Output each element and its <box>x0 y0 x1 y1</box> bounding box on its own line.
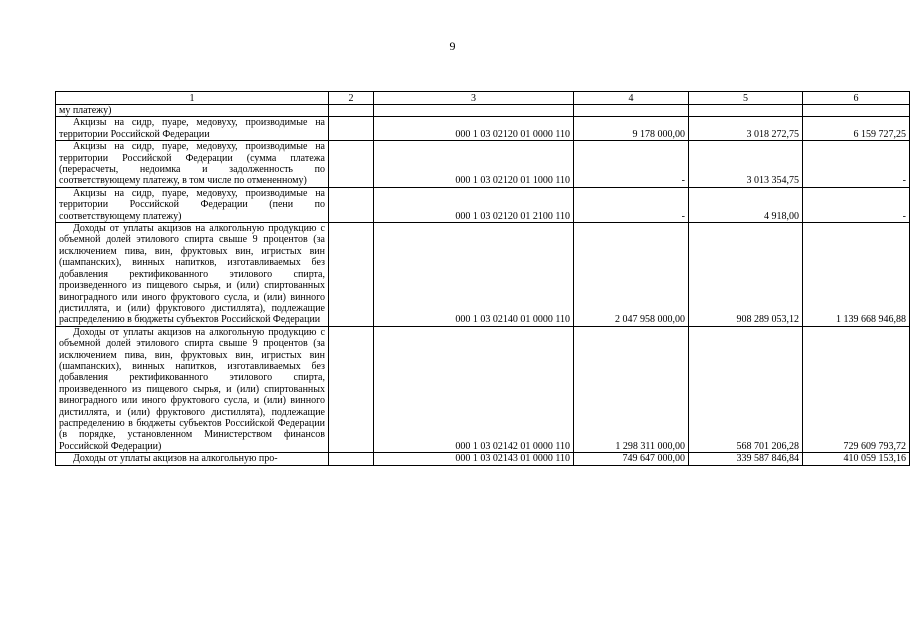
row-col4: 749 647 000,00 <box>574 453 689 465</box>
page-number: 9 <box>449 39 456 53</box>
row-col2 <box>329 187 374 222</box>
column-header: 2 <box>329 92 374 105</box>
row-col6 <box>803 105 910 117</box>
row-description: Доходы от уплаты акцизов на алкогольную продукцию с объемной долей этилового спирта свыше 9 процентов (за исключением пива, вин, фруктовых вин, игристых вин (шампанских), винных напитков, изготавливаемых без добавления ректификованного этилового спирта, произведенного из пищевого сырья, и (или) спиртованных виноградного или иного фруктового сусла, и (или) винного дистиллята, и (или) фруктового дистиллята), подлежащие распределению в бюджеты субъектов Российской Федерации <box>56 223 329 327</box>
row-col4: 1 298 311 000,00 <box>574 326 689 452</box>
row-col2 <box>329 453 374 465</box>
row-col4: - <box>574 187 689 222</box>
column-header: 1 <box>56 92 329 105</box>
row-col5: 3 013 354,75 <box>689 141 803 188</box>
row-col6: 410 059 153,16 <box>803 453 910 465</box>
row-col5: 3 018 272,75 <box>689 117 803 141</box>
table-header-row <box>56 92 910 105</box>
row-col2 <box>329 117 374 141</box>
row-code: 000 1 03 02120 01 0000 110 <box>374 117 574 141</box>
column-header: 3 <box>374 92 574 105</box>
row-description: Акцизы на сидр, пуаре, медовуху, производимые на территории Российской Федерации <box>56 117 329 141</box>
row-col5: 339 587 846,84 <box>689 453 803 465</box>
row-col2 <box>329 105 374 117</box>
column-header: 6 <box>803 92 910 105</box>
table-row <box>56 105 910 117</box>
row-col5: 568 701 206,28 <box>689 326 803 452</box>
row-description: Доходы от уплаты акцизов на алкогольную продукцию с объемной долей этилового спирта свыше 9 процентов (за исключением пива, вин, фруктовых вин, игристых вин (шампанских), винных напитков, изготавливаемых без добавления ректификованного этилового спирта, произведенного из пищевого сырья, и (или) спиртованных виноградного или иного фруктового сусла, и (или) винного дистиллята, и (или) фруктового дистиллята), подлежащие распределению в бюджеты субъектов Российской Федерации (в порядке, установленном Министерством финансов Российской Федерации) <box>56 326 329 452</box>
row-code: 000 1 03 02143 01 0000 110 <box>374 453 574 465</box>
revenue-table <box>55 91 910 466</box>
row-col6: 6 159 727,25 <box>803 117 910 141</box>
row-col4: 9 178 000,00 <box>574 117 689 141</box>
row-description: му платежу) <box>56 105 329 117</box>
row-col5 <box>689 105 803 117</box>
table-row <box>56 117 910 141</box>
table-row <box>56 187 910 222</box>
column-header: 5 <box>689 92 803 105</box>
table-row <box>56 326 910 452</box>
row-col4 <box>574 105 689 117</box>
table-row <box>56 453 910 465</box>
row-col5: 4 918,00 <box>689 187 803 222</box>
row-col4: - <box>574 141 689 188</box>
row-col4: 2 047 958 000,00 <box>574 223 689 327</box>
row-description: Доходы от уплаты акцизов на алкогольную про- <box>56 453 329 465</box>
row-col6: - <box>803 141 910 188</box>
row-code: 000 1 03 02120 01 2100 110 <box>374 187 574 222</box>
table-row <box>56 223 910 327</box>
row-col2 <box>329 326 374 452</box>
row-col2 <box>329 223 374 327</box>
row-col6: 1 139 668 946,88 <box>803 223 910 327</box>
row-col6: - <box>803 187 910 222</box>
row-description: Акцизы на сидр, пуаре, медовуху, производимые на территории Российской Федерации (сумма платежа (перерасчеты, недоимка и задолженность по соответствующему платежу, в том числе по отмененному) <box>56 141 329 188</box>
row-col6: 729 609 793,72 <box>803 326 910 452</box>
table-row <box>56 141 910 188</box>
row-code: 000 1 03 02120 01 1000 110 <box>374 141 574 188</box>
row-code <box>374 105 574 117</box>
row-col2 <box>329 141 374 188</box>
row-description: Акцизы на сидр, пуаре, медовуху, производимые на территории Российской Федерации (пени по соответствующему платежу) <box>56 187 329 222</box>
row-col5: 908 289 053,12 <box>689 223 803 327</box>
column-header: 4 <box>574 92 689 105</box>
row-code: 000 1 03 02142 01 0000 110 <box>374 326 574 452</box>
row-code: 000 1 03 02140 01 0000 110 <box>374 223 574 327</box>
